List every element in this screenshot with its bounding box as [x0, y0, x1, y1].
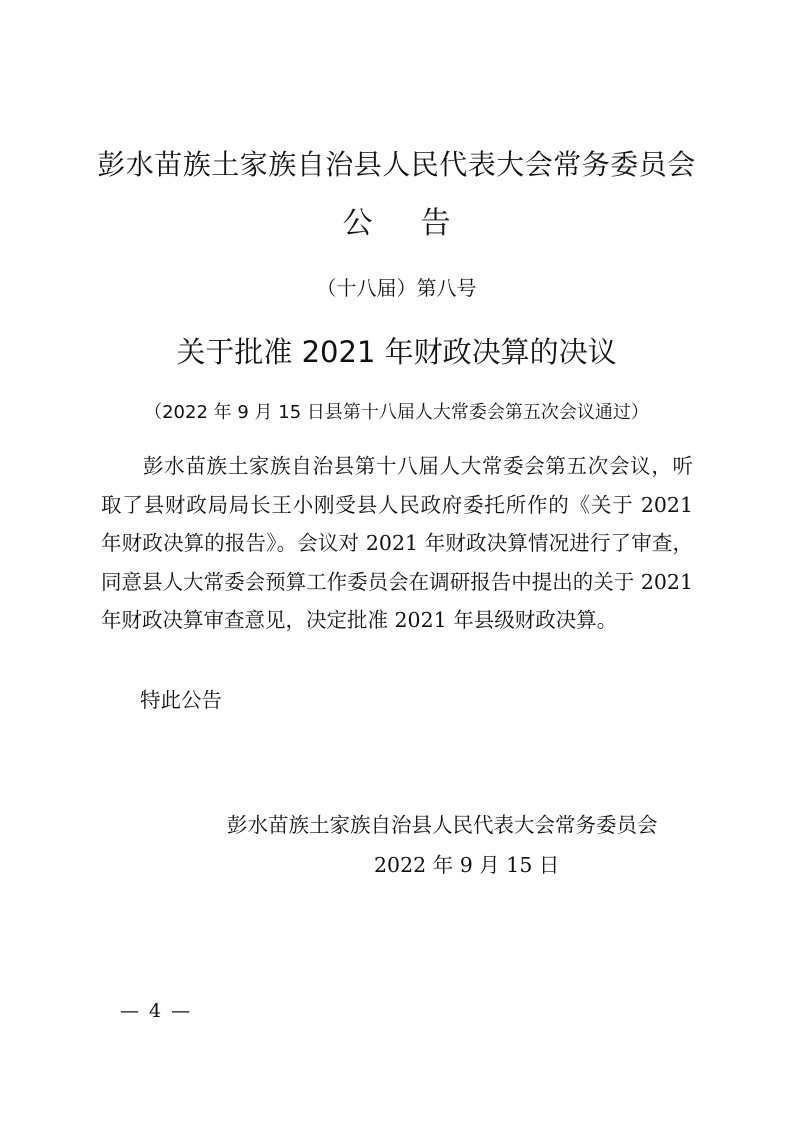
document-type-heading	[0, 198, 793, 242]
resolution-subtitle: （2022 年 9 月 15 日县第十八届人大常委会第五次会议通过）	[144, 402, 649, 423]
signature-organization: 彭水苗族土家族自治县人民代表大会常务委员会	[227, 813, 658, 837]
signature-date: 2022 年 9 月 15 日	[374, 853, 560, 877]
resolution-title: 关于批准 2021 年财政决算的决议	[176, 335, 617, 369]
issuer-heading: 彭水苗族土家族自治县人民代表大会常务委员会	[97, 148, 696, 181]
document-type-char-1: 公	[342, 206, 373, 241]
page-number: — 4 —	[120, 1000, 193, 1022]
document-number: （十八届）第八号	[316, 276, 477, 300]
closing-remark: 特此公告	[140, 688, 222, 712]
resolution-body: 彭水苗族土家族自治县第十八届人大常委会第五次会议，听取了县财政局局长王小刚受县人民政府委托所作的《关于 2021 年财政决算的报告》。会议对 2021 年财政决算情况进行了审查，同意县人大常委会预算工作委员会在调研报告中提出的关于 2021 年财政决算审查意见，决定批准 2021 年县级财政决算。	[101, 454, 693, 632]
document-type-char-2: 告	[420, 206, 451, 241]
